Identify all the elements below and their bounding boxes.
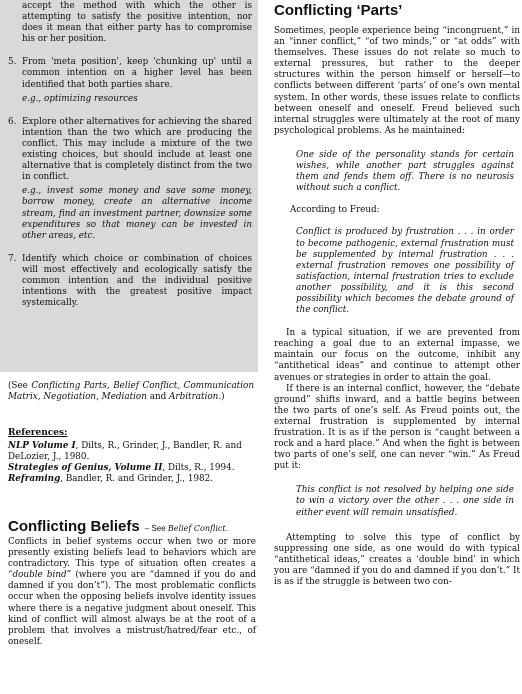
see-also-links[interactable]: Conflicting Parts, Belief Conflict, Communication Matrix, Negotiation, Mediation (8, 381, 254, 403)
right-column (268, 0, 518, 694)
step-number: 5. (8, 57, 17, 68)
step-text: Explore other alternatives for achieving the shared intention than the two which are producing the conflict. This may include a mixture of the two existing choices, but should include at least one alternative that is completely distinct from the two in conflict. (22, 116, 252, 183)
step-example: e.g., invest some money and save some money, borrow money, create an alternative income stream, find an investment partner, downsize some expenditures so that money can be invested in other areas, etc. (22, 186, 252, 241)
step-text: From 'meta position', keep 'chunking up' until a common intention on a higher level has been identified that both parties share. (22, 57, 252, 90)
box-lead-text: accept the method with which the other is attempting to satisfy the positive intention, nor does it mean that either party has to compromise his or her position. (22, 1, 252, 45)
reference-item: Reframing, Bandler, R. and Grinder, J., 1982. (8, 474, 214, 485)
paragraph: Attempting to solve this type of conflict by suppressing one side, as one would do with typical “antithetical ideas,” creates a ‘double bind’ in which you are “damned if you do and damned if you don’t.” It is as if the struggle is between two con- (274, 532, 520, 588)
belief-conflict-link[interactable]: Belief Conflict (167, 524, 226, 533)
reference-item: NLP Volume I, Dilts, R., Grinder, J., Bandler, R. and DeLozier, J., 1980. (8, 441, 242, 463)
step-example: e.g., optimizing resources (22, 93, 138, 104)
reference-item: Strategies of Genius, Volume II, Dilts, R., 1994. (8, 463, 235, 474)
see-also-link-arbitration[interactable]: Arbitration (169, 392, 219, 403)
step-7 (8, 254, 252, 309)
step-number: 6. (8, 116, 17, 127)
block-quote: Conflict is produced by frustration . . . in order to become pathogenic, external frustration must be supplemented by internal frustration . . . external frustration removes one possibility of satisfaction, internal frustration tries to exclude another possibility, and it is this second possibility which becomes the debate ground of the conflict. (296, 227, 514, 316)
step-5 (8, 57, 252, 90)
references-title: References: (8, 428, 68, 438)
see-belief-conflict: – See Belief Conflict. (144, 524, 228, 533)
block-quote: One side of the personality stands for certain wishes, while another part struggles against them and fends them off. There is no neurosis without such a conflict. (296, 149, 514, 194)
see-also: (See Conflicting Parts, Belief Conflict, Communication Matrix, Negotiation, Mediation and Arbitration.) (8, 381, 254, 403)
paragraph: If there is an internal conflict, however, the “debate ground” shifts inward, and a battle begins between the two parts of one’s self. As Freud points out, the external frustration is supplemented by internal frustration. It is as if the person is “caught between a rock and a hard place.” And when the fight is between two parts of one’s self, one can never “win.” As Freud put it: (274, 383, 520, 472)
paragraph: In a typical situation, if we are prevented from reaching a goal due to an external impasse, we maintain our focus on the outcome, inhibit any “antithetical ideas” and continue to attempt other avenues or strategies in order to attain the goal. (274, 328, 520, 383)
references-list (8, 441, 254, 485)
step-text: Identify which choice or combination of choices will most effectively and ecologically satisfy the common intention and the individual positive intentions with the greatest positive impact systemically. (22, 253, 252, 309)
section-heading: Conflicting ‘Parts’ (274, 2, 403, 19)
step-6 (8, 117, 252, 184)
conflicting-beliefs-heading-row (8, 516, 258, 536)
quote-intro: According to Freud: (290, 205, 380, 216)
step-number: 7. (8, 253, 17, 264)
paragraph: Sometimes, people experience being “incongruent,” in an “inner conflict,” “of two minds,” or “at odds” with themselves. These issues do not relate so much to external pressures, but rather to the deeper structures within the person himself or herself—to conflicts between different ‘parts’ of one’s own mental system. In other words, these issues relate to conflicts between oneself and oneself. Freud believed such internal struggles were ultimately at the root of many psychological problems. As he maintained: (274, 26, 520, 136)
conflicting-beliefs-text: Conflicts in belief systems occur when two or more presently existing beliefs lead to behaviors which are contradictory. This type of situation often creates a “double bind” (where you are “damned if you do and damned if you don’t”). The most problematic conflicts occur when the opposing beliefs involve identity issues where there is a negative judgment about oneself. This kind of conflict will almost always be at the root of a problem that involves a mistrust/hatred/fear etc., of oneself. (8, 537, 257, 647)
block-quote: This conflict is not resolved by helping one side to win a victory over the other . . . one side in either event will remain unsatisfied. (296, 485, 514, 518)
procedure-box (0, 0, 258, 372)
section-heading: Conflicting Beliefs (8, 518, 140, 535)
conflicting-parts-text (274, 26, 520, 588)
